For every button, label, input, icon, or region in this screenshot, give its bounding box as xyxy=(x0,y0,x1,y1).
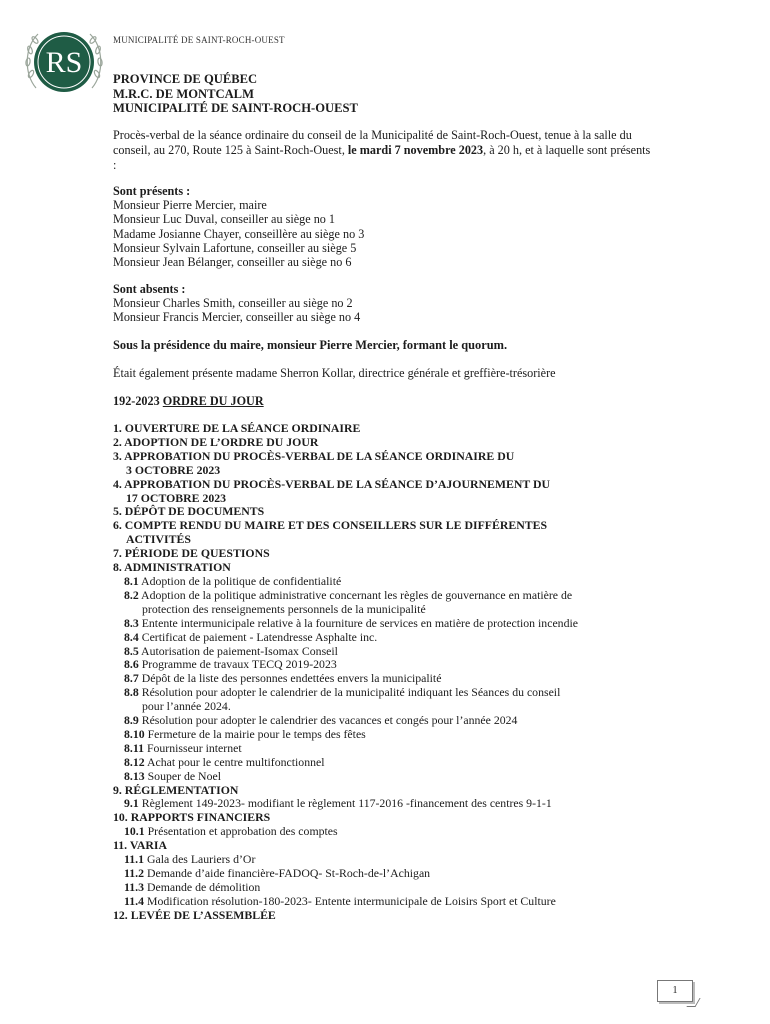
agenda-subitem xyxy=(113,631,673,645)
meeting-date: le mardi 7 novembre 2023 xyxy=(347,142,484,157)
agenda-subitem-text: Adoption de la politique administrative concernant les règles de gouvernance en matière de xyxy=(138,587,573,602)
present-list xyxy=(113,184,364,269)
agenda-subitem xyxy=(113,895,673,909)
agenda-subitem xyxy=(113,742,673,756)
agenda-subitem-number: 8.9 xyxy=(124,713,139,728)
agenda-item: 10. RAPPORTS FINANCIERS xyxy=(113,810,271,825)
agenda-item-continuation: protection des renseignements personnels de la municipalité xyxy=(142,601,426,616)
present-item: Madame Josianne Chayer, conseillère au siège no 3 xyxy=(113,226,365,241)
agenda-subitem-text: Adoption de la politique de confidentialité xyxy=(138,573,342,588)
page-number: 1 xyxy=(657,980,693,1002)
agenda-subitem-number: 11.2 xyxy=(124,866,144,880)
agenda-subitem-number: 8.4 xyxy=(124,629,139,644)
agenda-subitem xyxy=(113,672,673,686)
agenda-item: 9. RÉGLEMENTATION xyxy=(113,782,239,797)
agenda-subitem-number: 8.5 xyxy=(124,643,139,658)
agenda-subitem xyxy=(113,686,673,700)
agenda-subitem xyxy=(113,589,673,603)
present-item: Monsieur Sylvain Lafortune, conseiller au siège 5 xyxy=(113,240,357,255)
agenda-subitem xyxy=(113,756,673,770)
intro-paragraph xyxy=(113,128,653,172)
agenda-item-continuation: 3 OCTOBRE 2023 xyxy=(126,462,221,477)
agenda-subitem-text: Fournisseur internet xyxy=(144,740,242,755)
title-province: PROVINCE DE QUÉBEC xyxy=(113,72,258,86)
presidency-statement: Sous la présidence du maire, monsieur Pierre Mercier, formant le quorum. xyxy=(113,338,508,352)
title-municipality: MUNICIPALITÉ DE SAINT-ROCH-OUEST xyxy=(113,101,358,116)
agenda-subitem-number: 8.2 xyxy=(124,587,139,602)
absent-item: Monsieur Charles Smith, conseiller au siège no 2 xyxy=(113,296,353,311)
agenda-subitem-number: 8.6 xyxy=(124,657,139,672)
agenda-subitem xyxy=(113,575,673,589)
agenda-subitem-text: Résolution pour adopter le calendrier de la municipalité indiquant les Séances du conseil xyxy=(138,685,561,700)
present-item: Monsieur Jean Bélanger, conseiller au siège no 6 xyxy=(113,255,352,270)
agenda-item: 11. VARIA xyxy=(113,838,167,853)
present-item: Monsieur Pierre Mercier, maire xyxy=(113,198,267,213)
agenda-subitem-text: Demande de démolition xyxy=(144,879,261,894)
agenda-subitem-number: 8.7 xyxy=(124,671,139,686)
agenda-item-continuation: pour l’année 2024. xyxy=(142,699,231,714)
agenda-subitem-number: 11.4 xyxy=(124,893,144,908)
agenda-title xyxy=(113,394,264,409)
title-block xyxy=(113,72,358,116)
agenda-subitem-text: Présentation et approbation des comptes xyxy=(144,824,338,839)
agenda-item: 12. LEVÉE DE L’ASSEMBLÉE xyxy=(113,907,276,922)
agenda-item: 3. APPROBATION DU PROCÈS-VERBAL DE LA SÉANCE ORDINAIRE DU xyxy=(113,448,515,463)
agenda-subitem xyxy=(113,867,673,881)
agenda-item: 5. DÉPÔT DE DOCUMENTS xyxy=(113,504,265,519)
agenda-subitem xyxy=(113,881,673,895)
agenda-subitem-text: Entente intermunicipale relative à la fourniture de services en matière de protection incendie xyxy=(138,615,578,630)
intro-text: Procès-verbal de la séance ordinaire du conseil de la Municipalité de Saint-Roch-Ouest, tenue à la salle du conseil, au 270, Route 125 à Saint-Roch-Ouest, xyxy=(113,128,632,157)
agenda-subitem-text: Programme de travaux TECQ 2019-2023 xyxy=(138,657,337,672)
agenda-subitem-number: 8.1 xyxy=(124,573,139,588)
agenda-subitem-number: 8.3 xyxy=(124,615,139,630)
agenda-subitem xyxy=(113,797,673,811)
agenda-list xyxy=(113,422,673,923)
agenda-subitem-text: Gala des Lauriers d’Or xyxy=(144,852,256,867)
agenda-subitem-text: Autorisation de paiement-Isomax Conseil xyxy=(138,643,338,658)
agenda-subitem-number: 8.12 xyxy=(124,754,145,769)
agenda-subitem-number: 10.1 xyxy=(124,824,145,839)
agenda-item-continuation: 17 OCTOBRE 2023 xyxy=(126,490,227,505)
present-item: Monsieur Luc Duval, conseiller au siège no 1 xyxy=(113,212,336,227)
agenda-subitem-number: 8.11 xyxy=(124,740,144,755)
agenda-subitem-text: Demande d’aide financière-FADOQ- St-Roch-de-l’Achigan xyxy=(144,866,431,880)
agenda-subitem-number: 11.3 xyxy=(124,879,144,894)
agenda-subitem-text: Dépôt de la liste des personnes endettées envers la municipalité xyxy=(138,671,442,686)
agenda-subitem xyxy=(113,770,673,784)
header-municipality: MUNICIPALITÉ DE SAINT-ROCH-OUEST xyxy=(113,35,285,45)
agenda-item: 8. ADMINISTRATION xyxy=(113,560,231,575)
agenda-item-continuation: ACTIVITÉS xyxy=(126,532,191,547)
agenda-subitem-number: 8.10 xyxy=(124,726,145,741)
agenda-subitem xyxy=(113,658,673,672)
agenda-subitem-text: Souper de Noel xyxy=(144,768,221,783)
intro-text-end: , à 20 h, et à laquelle sont présents : xyxy=(113,142,651,172)
agenda-subitem-text: Certificat de paiement - Latendresse Asphalte inc. xyxy=(138,629,378,644)
agenda-item: 6. COMPTE RENDU DU MAIRE ET DES CONSEILLERS SUR LE DIFFÉRENTES xyxy=(113,518,548,533)
agenda-subitem-text: Modification résolution-180-2023- Entente intermunicipale de Loisirs Sport et Culture xyxy=(144,893,556,908)
agenda-subitem xyxy=(113,728,673,742)
agenda-subitem-text: Résolution pour adopter le calendrier des vacances et congés pour l’année 2024 xyxy=(138,713,518,728)
agenda-item: 4. APPROBATION DU PROCÈS-VERBAL DE LA SÉANCE D’AJOURNEMENT DU xyxy=(113,476,551,491)
title-mrc: M.R.C. DE MONTCALM xyxy=(113,86,254,101)
svg-text:RS: RS xyxy=(45,46,83,79)
resolution-number: 192-2023 xyxy=(113,394,160,408)
absent-list xyxy=(113,282,360,325)
agenda-subitem-number: 8.13 xyxy=(124,768,145,783)
agenda-subitem xyxy=(113,825,673,839)
absent-item: Monsieur Francis Mercier, conseiller au siège no 4 xyxy=(113,310,361,325)
agenda-subitem xyxy=(113,853,673,867)
municipality-logo xyxy=(22,26,106,98)
agenda-subitem-text: Achat pour le centre multifonctionnel xyxy=(144,754,325,769)
agenda-subitem xyxy=(113,617,673,631)
absent-heading: Sont absents : xyxy=(113,282,186,296)
agenda-item: 2. ADOPTION DE L’ORDRE DU JOUR xyxy=(113,434,319,449)
agenda-subitem-text: Règlement 149-2023- modifiant le règlement 117-2016 -financement des centres 9-1-1 xyxy=(138,796,552,811)
agenda-subitem-number: 8.8 xyxy=(124,685,139,700)
agenda-label: ORDRE DU JOUR xyxy=(162,394,264,408)
agenda-subitem-number: 9.1 xyxy=(124,796,139,811)
agenda-subitem xyxy=(113,714,673,728)
also-present: Était également présente madame Sherron Kollar, directrice générale et greffière-trésorière xyxy=(113,366,556,380)
agenda-item: 1. OUVERTURE DE LA SÉANCE ORDINAIRE xyxy=(113,421,361,435)
agenda-subitem-text: Fermeture de la mairie pour le temps des fêtes xyxy=(144,726,366,741)
agenda-subitem-number: 11.1 xyxy=(124,852,144,867)
present-heading: Sont présents : xyxy=(113,184,191,198)
agenda-subitem xyxy=(113,645,673,659)
agenda-item: 7. PÉRIODE DE QUESTIONS xyxy=(113,546,270,561)
